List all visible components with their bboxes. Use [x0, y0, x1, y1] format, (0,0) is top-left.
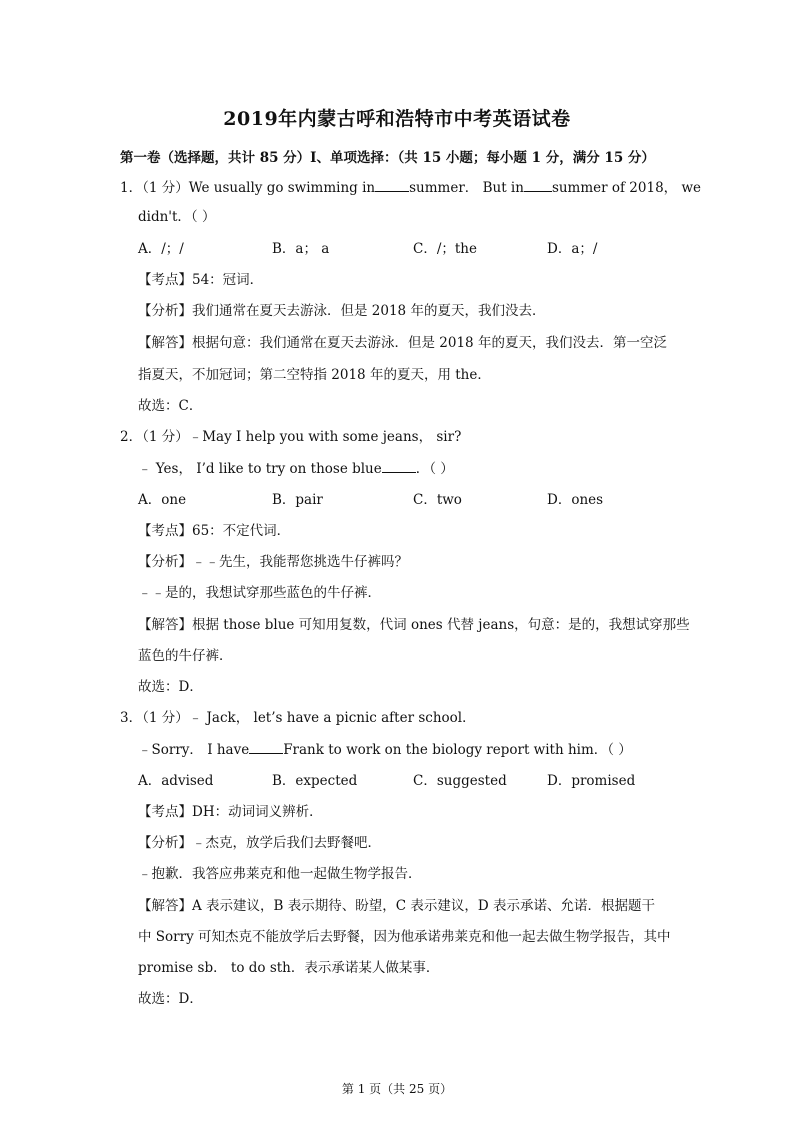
question-text: Frank to work on the biology report with him．（ ） [283, 742, 632, 758]
answer-blank [382, 459, 416, 473]
question-2-stem: 2．（1 分）﹣May I help you with some jeans， sir? [120, 429, 462, 445]
analysis: 【分析】我们通常在夏天去游泳．但是 2018 年的夏天，我们没去． [138, 303, 546, 319]
option-c: C．/；the [413, 241, 477, 257]
question-text: summer． But in [409, 180, 524, 196]
solution: 【解答】根据 those blue 可知用复数，代词 ones 代替 jeans，句意：是的，我想试穿那些 [138, 617, 690, 633]
question-3-stem: 3．（1 分）﹣ Jack， let’s have a picnic after school． [120, 710, 476, 726]
question-text: ﹣ Yes， I’d like to try on those blue [138, 461, 382, 477]
knowledge-point: 【考点】65：不定代词． [138, 523, 291, 539]
knowledge-point: 【考点】54：冠词． [138, 272, 264, 288]
option-b: B．pair [272, 492, 323, 508]
option-b: B．expected [272, 773, 358, 789]
option-d: D．a；/ [547, 241, 598, 257]
option-a: A．advised [138, 773, 214, 789]
solution: 【解答】根据句意：我们通常在夏天去游泳．但是 2018 年的夏天，我们没去．第一空泛 [138, 335, 667, 351]
answer-blank [524, 178, 552, 192]
option-b: B．a； a [272, 241, 330, 257]
section-heading: 第一卷（选择题，共计 85 分）Ⅰ、单项选择：（共 15 小题；每小题 1 分，满分 15 分） [120, 150, 655, 166]
solution-cont: promise sb． to do sth．表示承诺某人做某事． [138, 960, 440, 976]
knowledge-point: 【考点】DH：动词词义辨析． [138, 804, 323, 820]
question-text: ．（ ） [415, 461, 454, 477]
question-2-stem-cont [138, 459, 454, 478]
option-d: D．promised [547, 773, 636, 789]
solution: 【解答】A 表示建议，B 表示期待、盼望，C 表示建议，D 表示承诺、允诺．根据题干 [138, 898, 655, 914]
question-text: summer of 2018， we [551, 180, 702, 196]
page-title: 2019年内蒙古呼和浩特市中考英语试卷 [223, 108, 571, 130]
solution-cont: 中 Sorry 可知杰克不能放学后去野餐，因为他承诺弗莱克和他一起去做生物学报告，其中 [138, 929, 671, 945]
answer-choice: 故选：C． [138, 398, 203, 414]
question-1-stem [120, 178, 701, 197]
answer-choice: 故选：D． [138, 679, 203, 695]
solution-cont: 蓝色的牛仔裤． [138, 648, 233, 664]
option-c: C．suggested [413, 773, 507, 789]
solution-cont: 指夏天，不加冠词；第二空特指 2018 年的夏天，用 the． [138, 367, 491, 383]
analysis: 【分析】﹣杰克，放学后我们去野餐吧． [138, 835, 381, 851]
analysis: 【分析】﹣﹣先生，我能帮您挑选牛仔裤吗？ [138, 554, 408, 570]
question-3-stem-cont [138, 740, 632, 759]
option-a: A．one [138, 492, 187, 508]
answer-blank [375, 178, 409, 192]
option-d: D．ones [547, 492, 604, 508]
option-c: C．two [413, 492, 462, 508]
answer-choice: 故选：D． [138, 991, 203, 1007]
analysis-cont: ﹣抱歉．我答应弗莱克和他一起做生物学报告． [138, 866, 422, 882]
page-footer: 第 1 页（共 25 页） [341, 1082, 453, 1096]
question-text: 1．（1 分）We usually go swimming in [120, 180, 376, 196]
analysis-cont: ﹣﹣是的，我想试穿那些蓝色的牛仔裤． [138, 585, 381, 601]
question-text: ﹣Sorry． I have [138, 742, 250, 758]
question-1-stem-cont: didn't．（ ） [138, 209, 216, 225]
option-a: A．/；/ [138, 241, 184, 257]
answer-blank [249, 740, 283, 754]
